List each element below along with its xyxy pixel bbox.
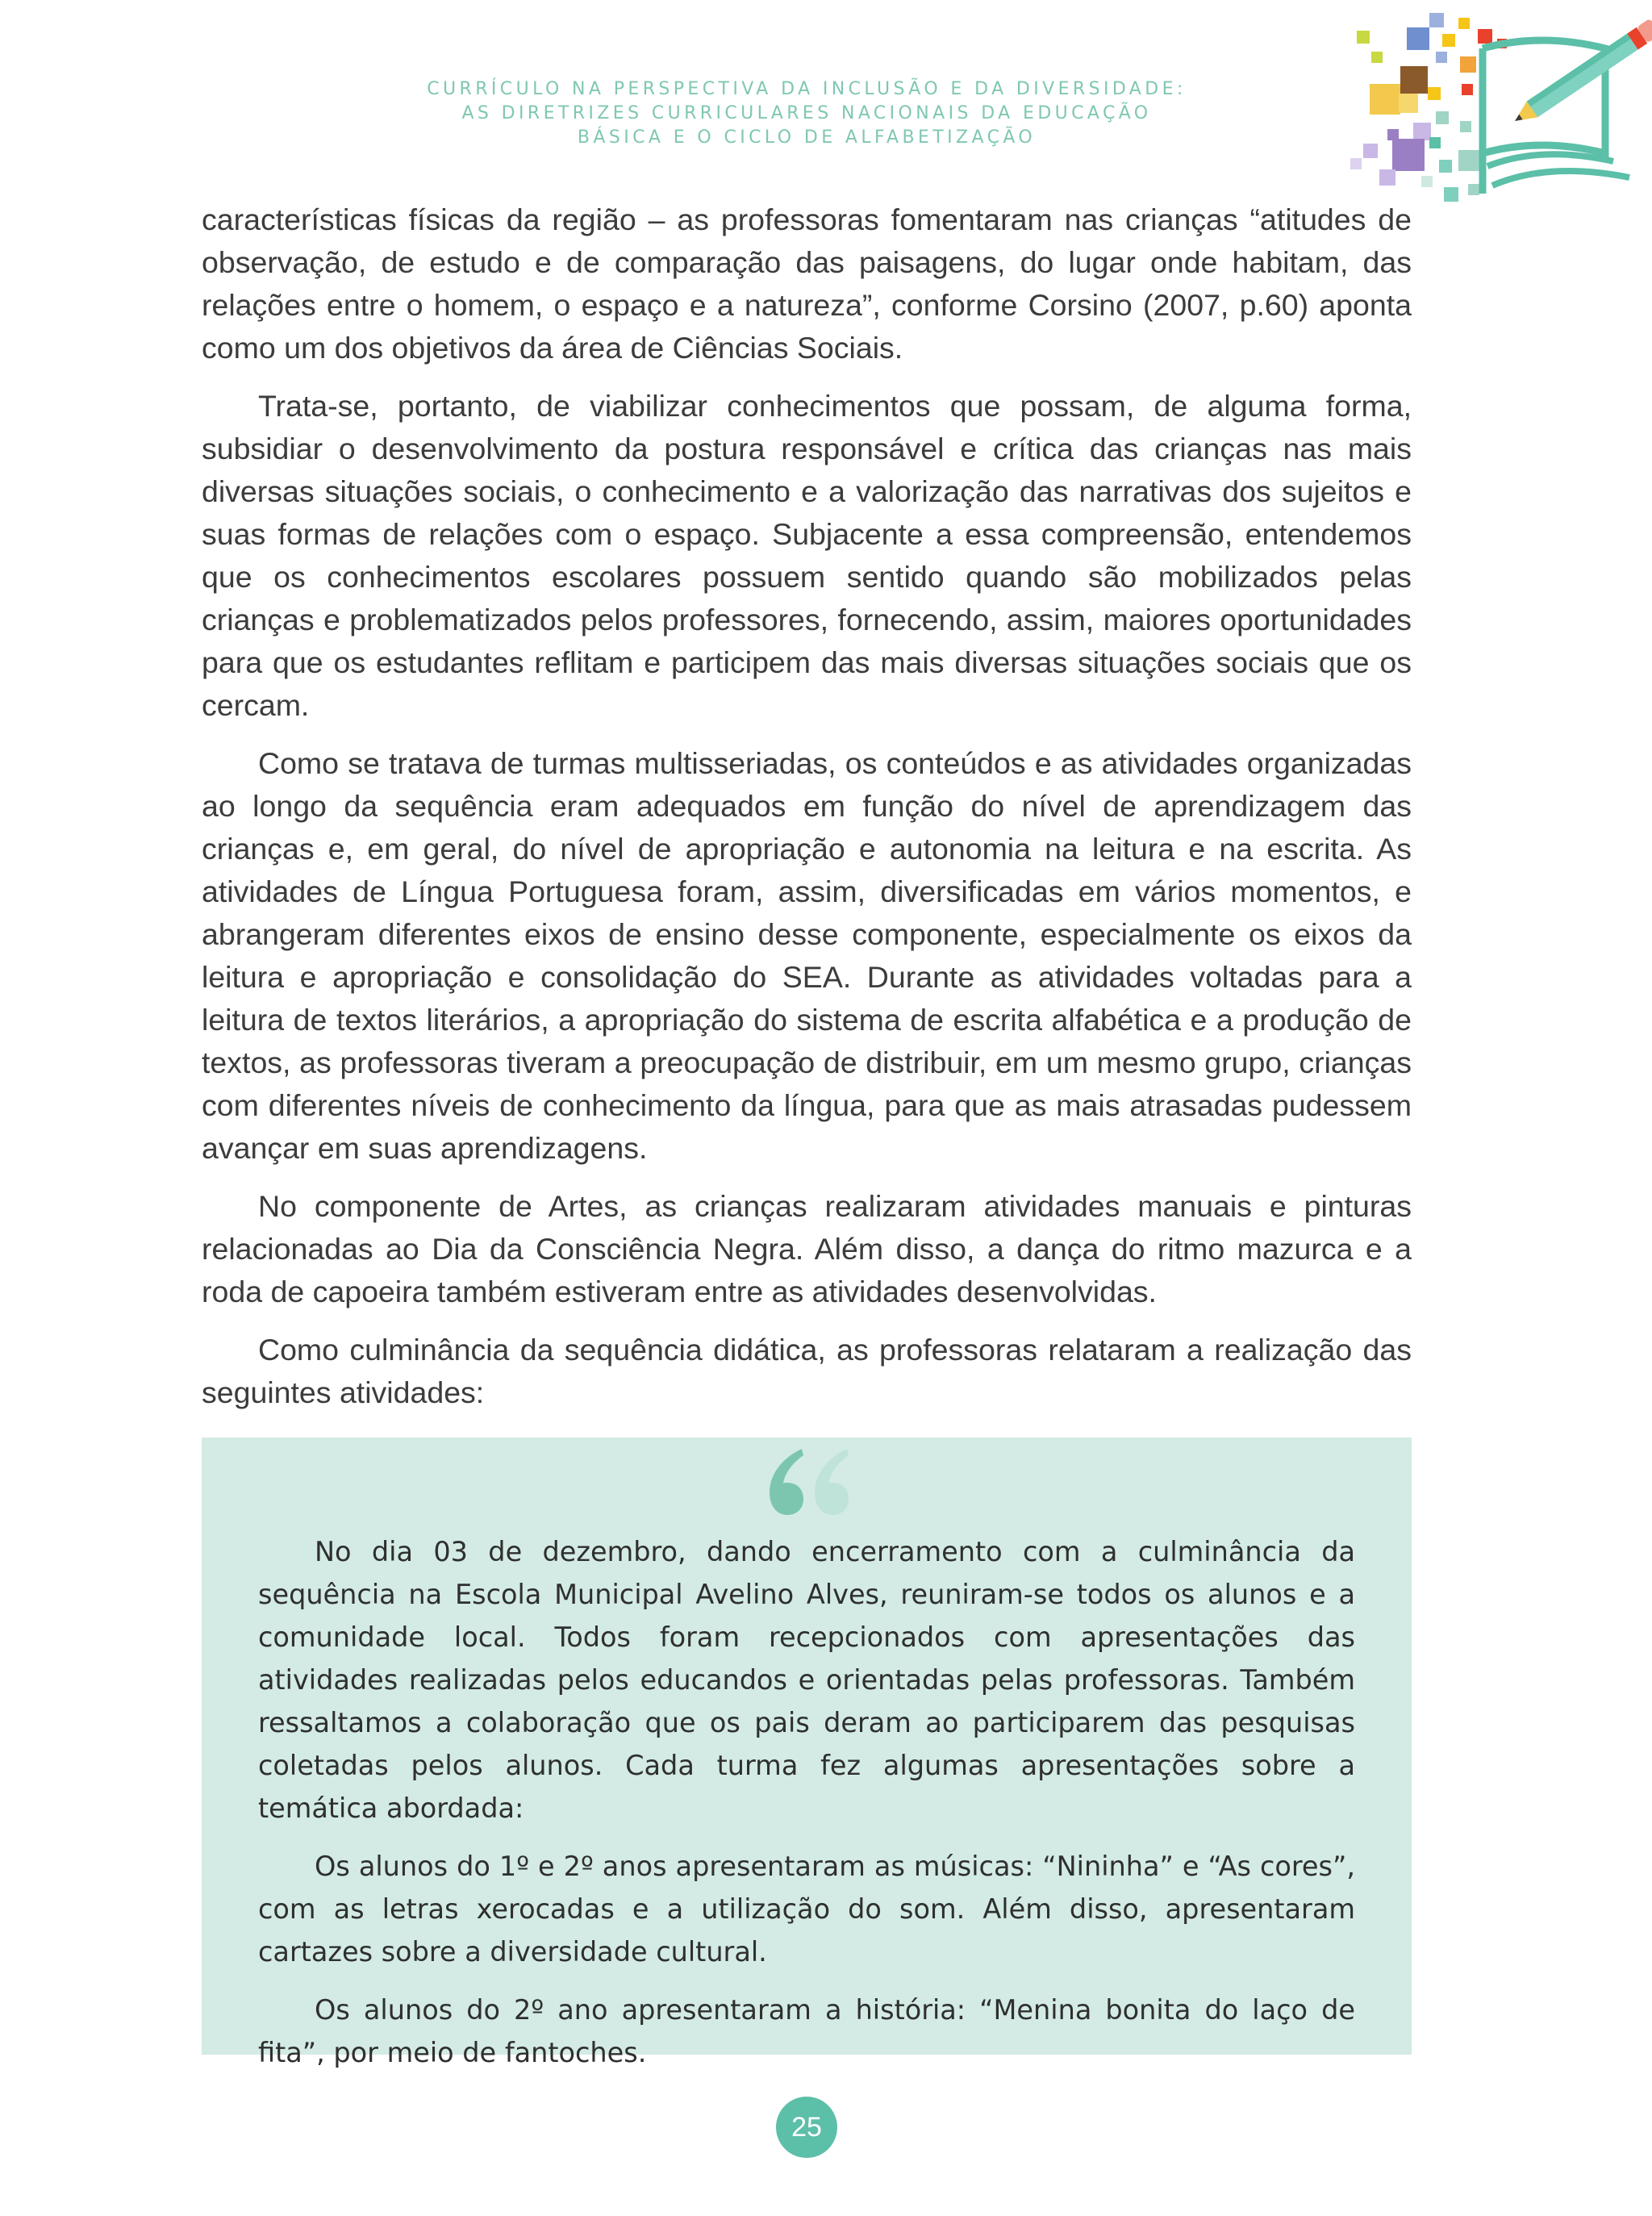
body-paragraph: Como se tratava de turmas multisseriadas, os conteúdos e as atividades organizadas ao longo da sequência eram adequados em função do nível de aprendizagem das crianças e, em geral, do nível de apropriação e autonomia na leitura e na escrita. As atividades de Língua Portuguesa foram, assim, diversificadas em vários momentos, e abrangeram diferentes eixos de ensino desse componente, especialmente os eixos da leitura e apropriação e consolidação do SEA. Durante as atividades voltadas para a leitura de textos literários, a apropriação do sistema de escrita alfabética e a produção de textos, as professoras tiveram a preocupação de distribuir, em um mesmo grupo, crianças com diferentes níveis de conhecimento da língua, para que as mais atrasadas pudessem avançar em suas aprendizagens. bbox=[202, 746, 1412, 1165]
header-line: AS DIRETRIZES CURRICULARES NACIONAIS DA EDUCAÇÃO bbox=[461, 103, 1152, 123]
running-header bbox=[387, 77, 1226, 150]
page-number: 25 bbox=[776, 2097, 837, 2158]
quotation-mark-icon bbox=[761, 1446, 852, 1523]
quote-box bbox=[202, 1438, 1412, 2068]
body-paragraph: características físicas da região – as professoras fomentaram nas crianças “atitudes de observação, de estudo e de comparação das paisagens, do lugar onde habitam, das relações entre o homem, o espaço e a natureza”, conforme Corsino (2007, p.60) aponta como um dos objetivos da área de Ciências Sociais. bbox=[202, 202, 1412, 365]
pixel-book-pencil-icon bbox=[1339, 0, 1652, 210]
body-text bbox=[202, 198, 1412, 1429]
header-line: CURRÍCULO NA PERSPECTIVA DA INCLUSÃO E DA DIVERSIDADE: bbox=[427, 79, 1187, 99]
quote-paragraph: No dia 03 de dezembro, dando encerramento com a culminância da sequência na Escola Municipal Avelino Alves, reuniram-se todos os alunos e a comunidade local. Todos foram recepcionados com apresentações das atividades realizadas pelos educandos e orientadas pelas professoras. Também ressaltamos a colaboração que os pais deram ao participarem das pesquisas coletadas pelos alunos. Cada turma fez algumas apresentações sobre a temática abordada: bbox=[258, 1536, 1355, 1824]
body-paragraph: Trata-se, portanto, de viabilizar conhecimentos que possam, de alguma forma, subsidiar o desenvolvimento da postura responsável e crítica das crianças nas mais diversas situações sociais, o conhecimento e a valorização das narrativas dos sujeitos e suas formas de relações com o espaço. Subjacente a essa compreensão, entendemos que os conhecimentos escolares possuem sentido quando são mobilizados pelas crianças e problematizados pelos professores, fornecendo, assim, maiores oportunidades para que os estudantes reflitam e participem das mais diversas situações sociais que os cercam. bbox=[202, 389, 1412, 722]
header-line: BÁSICA E O CICLO DE ALFABETIZAÇÃO bbox=[577, 127, 1037, 148]
body-paragraph: No componente de Artes, as crianças realizaram atividades manuais e pinturas relacionadas ao Dia da Consciência Negra. Além disso, a dança do ritmo mazurca e a roda de capoeira também estiveram entre as atividades desenvolvidas. bbox=[202, 1189, 1412, 1308]
body-paragraph: Como culminância da sequência didática, as professoras relataram a realização das seguintes atividades: bbox=[202, 1333, 1412, 1409]
quote-text bbox=[258, 1530, 1355, 2089]
quote-paragraph: Os alunos do 1º e 2º anos apresentaram as músicas: “Nininha” e “As cores”, com as letras xerocadas e a utilização do som. Além disso, apresentaram cartazes sobre a diversidade cultural. bbox=[258, 1851, 1355, 1968]
quote-paragraph: Os alunos do 2º ano apresentaram a história: “Menina bonita do laço de fita”, por meio de fantoches. bbox=[258, 1994, 1355, 2068]
